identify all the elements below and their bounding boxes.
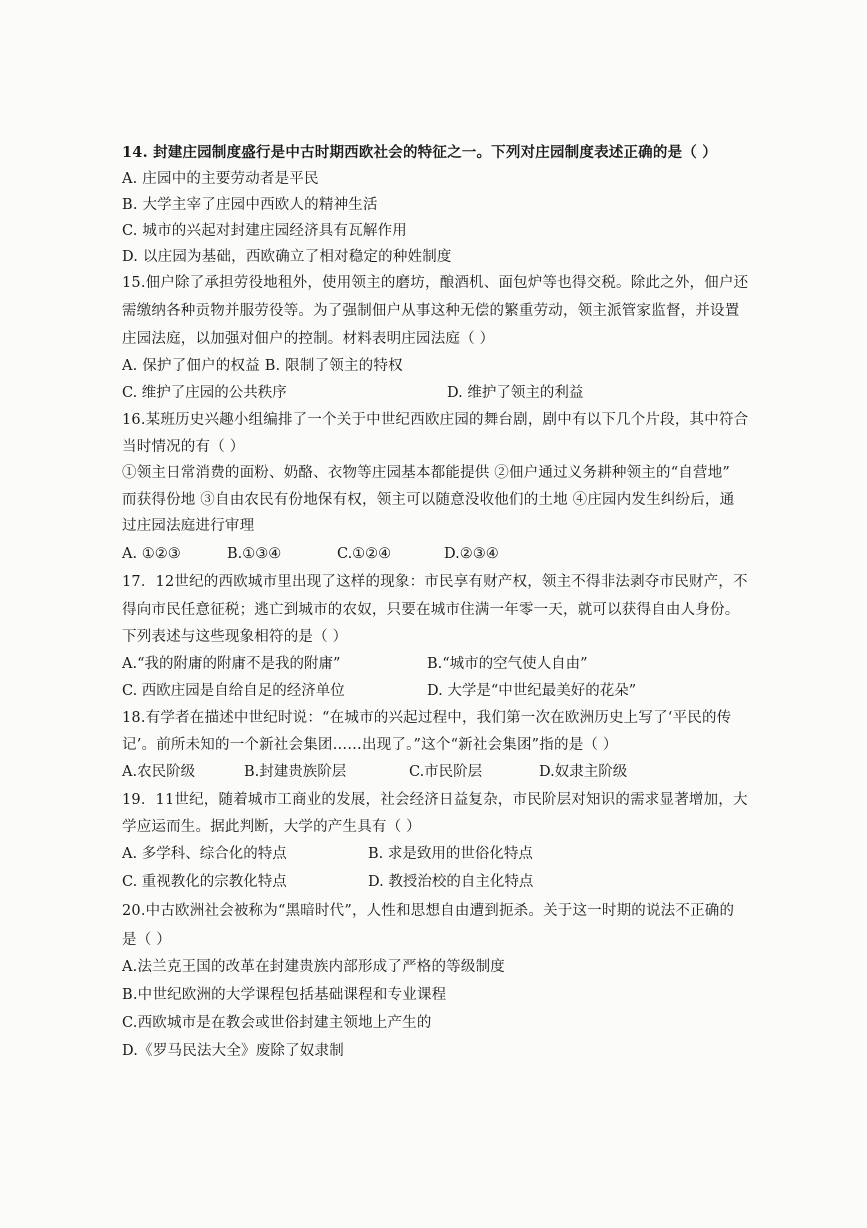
option-a: A. ①②③ [122, 546, 181, 562]
option-c: C.西欧城市是在教会或世俗封建主领地上产生的 [122, 1015, 432, 1031]
question-stem-line: 当时情况的有（ ） [122, 439, 245, 455]
question-17 [122, 575, 822, 711]
question-19 [122, 793, 822, 904]
option-d: D. 维护了领主的利益 [447, 385, 584, 401]
question-16 [122, 413, 822, 575]
option-row [122, 847, 822, 875]
question-stem-line: 下列表述与这些现象相符的是（ ） [122, 629, 348, 645]
option-d: D.《罗马民法大全》废除了奴隶制 [122, 1043, 344, 1059]
question-stem-line: 18.有学者在描述中世纪时说：“在城市的兴起过程中，我们第一次在欧洲历史上写了‘平民的传 [122, 710, 732, 726]
question-stem-line: 17．12世纪的西欧城市里出现了这样的现象：市民享有财产权，领主不得非法剥夺市民财产，不 [122, 574, 748, 590]
option-a: A. 庄园中的主要劳动者是平民 [122, 171, 319, 187]
option-a: A.法兰克王国的改革在封建贵族内部形成了严格的等级制度 [122, 959, 505, 975]
option-b: B.①③④ [227, 546, 282, 562]
question-14 [122, 146, 822, 276]
question-stem-line: 学应运而生。据此判断，大学的产生具有（ ） [122, 819, 421, 835]
question-stem-line: 得向市民任意征税；逃亡到城市的农奴，只要在城市住满一年零一天，就可以获得自由人身份。 [122, 602, 740, 618]
question-stem-line: 记’。前所未知的一个新社会集团……出现了。”这个“新社会集团”指的是（ ） [122, 737, 618, 753]
question-stem-line: 19．11世纪，随着城市工商业的发展，社会经济日益复杂，市民阶层对知识的需求显著增加，大 [122, 792, 748, 808]
option-d: D. 大学是“中世纪最美好的花朵” [427, 683, 637, 699]
option-row [122, 684, 822, 711]
option-c: C.市民阶层 [409, 764, 483, 780]
question-stem: 14. 封建庄园制度盛行是中古时期西欧社会的特征之一。下列对庄园制度表述正确的是（ ） [122, 144, 717, 161]
option-c: C. 重视教化的宗教化特点 [122, 874, 287, 890]
option-row [122, 386, 822, 413]
statement-line: 而获得份地 ③自由农民有份地保有权，领主可以随意没收他们的土地 ④庄园内发生纠纷后，通 [122, 492, 735, 508]
option-b: B. 求是致用的世俗化特点 [368, 846, 533, 862]
option-b: B. 大学主宰了庄园中西欧人的精神生活 [122, 197, 378, 213]
option-d: D.②③④ [444, 546, 499, 562]
statement-line: ①领主日常消费的面粉、奶酪、衣物等庄园基本都能提供 ②佃户通过义务耕种领主的“自营地” [122, 465, 731, 481]
statement-line: 过庄园法庭进行审理 [122, 518, 255, 534]
option-row [122, 657, 822, 684]
question-stem-line: 是（ ） [122, 932, 171, 948]
option-d: D. 教授治校的自主化特点 [368, 874, 534, 890]
option-a: A.“我的附庸的附庸不是我的附庸” [122, 656, 341, 672]
option-c: C. 维护了庄园的公共秩序 [122, 385, 287, 401]
option-b: B.中世纪欧洲的大学课程包括基础课程和专业课程 [122, 987, 447, 1003]
question-stem-line: 庄园法庭，以加强对佃户的控制。材料表明庄园法庭（ ） [122, 331, 495, 347]
question-stem-line: 需缴纳各种贡物并服劳役等。为了强制佃户从事这种无偿的繁重劳动，领主派管家监督，并设置 [122, 303, 740, 319]
option-c: C.①②④ [337, 546, 392, 562]
question-stem-line: 20.中古欧洲社会被称为“黑暗时代”，人性和思想自由遭到扼杀。关于这一时期的说法不正确的 [122, 903, 735, 919]
question-20 [122, 904, 822, 1072]
option-b: B.“城市的空气使人自由” [427, 656, 588, 672]
option-row [122, 765, 822, 793]
question-stem-line: 16.某班历史兴趣小组编排了一个关于中世纪西欧庄园的舞台剧，剧中有以下几个片段，其中符合 [122, 412, 749, 428]
option-c: C. 城市的兴起对封建庄园经济具有瓦解作用 [122, 223, 407, 239]
question-stem-line: 15.佃户除了承担劳役地租外，使用领主的磨坊，酿酒机、面包炉等也得交税。除此之外，佃户还 [122, 275, 749, 291]
option-a: A.农民阶级 [122, 764, 196, 780]
option-a: A. 多学科、综合化的特点 [122, 846, 287, 862]
option-ab: A. 保护了佃户的权益 B. 限制了领主的特权 [122, 358, 403, 374]
option-c: C. 西欧庄园是自给自足的经济单位 [122, 683, 345, 699]
question-15 [122, 276, 822, 413]
option-row [122, 547, 822, 575]
option-d: D.奴隶主阶级 [539, 764, 628, 780]
option-b: B.封建贵族阶层 [244, 764, 347, 780]
option-d: D. 以庄园为基础，西欧确立了相对稳定的种姓制度 [122, 249, 452, 265]
option-row [122, 875, 822, 904]
question-18 [122, 711, 822, 793]
question-list [122, 146, 822, 1072]
